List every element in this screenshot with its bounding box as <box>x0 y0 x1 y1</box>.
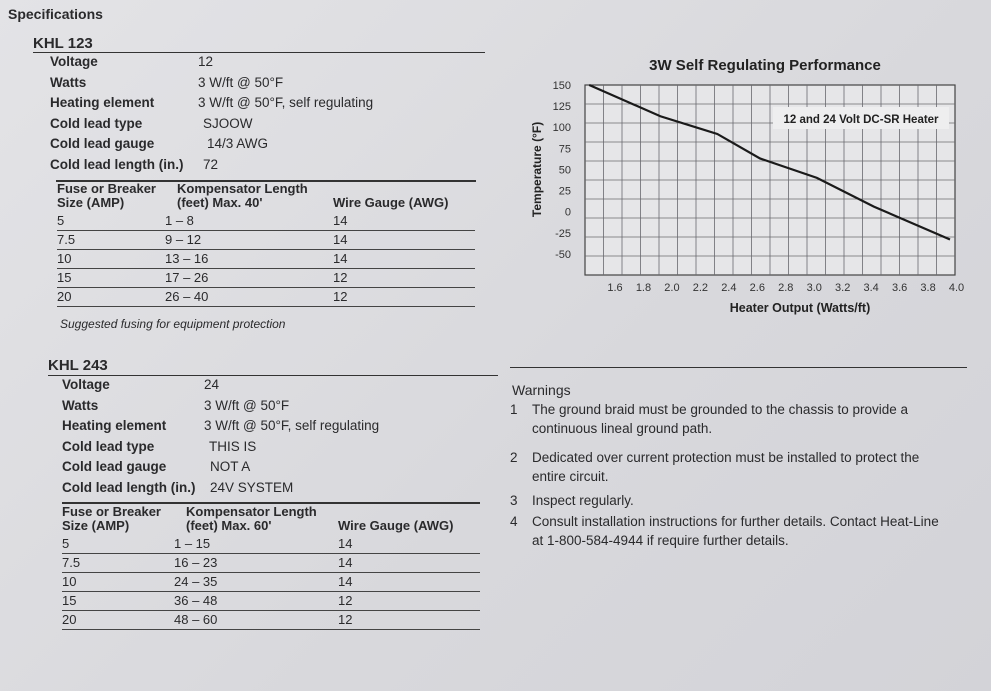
table-cell: 14 <box>333 213 348 228</box>
table-cell: 14 <box>338 536 353 551</box>
spec-value: NOT A <box>210 459 251 474</box>
y-tick-label: 0 <box>564 206 571 219</box>
x-tick-label: 3.4 <box>863 282 879 294</box>
x-tick-label: 2.6 <box>749 282 765 294</box>
table-row <box>62 573 480 592</box>
x-tick-label: 4.0 <box>948 282 965 294</box>
y-tick-label: 25 <box>558 185 571 198</box>
section-title: Specifications <box>8 6 103 22</box>
spec-value: THIS IS <box>209 438 257 454</box>
fuse-table-khl243 <box>62 505 480 640</box>
warning-number: 1 <box>510 402 518 417</box>
table-row <box>62 592 480 611</box>
table-row <box>57 231 475 250</box>
warning-text: The ground braid must be grounded to the chassis to provide a continuous lineal ground path. <box>532 402 908 436</box>
model-rule-khl243 <box>48 375 498 376</box>
table-cell: 5 <box>57 213 65 228</box>
spec-value: 72 <box>203 156 219 172</box>
spec-label: Heating element <box>62 418 167 433</box>
performance-chart <box>515 50 965 330</box>
spec-label: Voltage <box>62 377 110 392</box>
x-tick-label: 3.0 <box>806 282 822 294</box>
table-cell: 26 – 40 <box>165 289 209 304</box>
table-row <box>57 212 475 231</box>
spec-value: 3 W/ft @ 50°F, self regulating <box>198 95 374 110</box>
table-cell: 1 – 15 <box>174 536 211 551</box>
chart-title: 3W Self Regulating Performance <box>649 57 881 74</box>
table-cell: 5 <box>62 536 70 551</box>
x-axis-label: Heater Output (Watts/ft) <box>729 301 871 315</box>
table-row <box>62 535 480 554</box>
table-row <box>57 250 475 269</box>
table-cell: 9 – 12 <box>165 232 202 247</box>
spec-value: 3 W/ft @ 50°F <box>204 397 290 413</box>
table-header-line: Size (AMP) <box>62 518 130 533</box>
table-cell: 15 <box>57 270 72 285</box>
y-tick-label: -25 <box>555 227 571 240</box>
table-row <box>57 269 475 288</box>
y-tick-label: 150 <box>552 80 571 92</box>
x-tick-label: 2.2 <box>692 282 709 294</box>
table-cell: 17 – 26 <box>165 270 209 285</box>
table-header <box>177 182 308 210</box>
spec-value: 14/3 AWG <box>207 136 269 151</box>
table-cell: 48 – 60 <box>174 612 218 627</box>
table-header <box>186 505 317 533</box>
table-cell: 1 – 8 <box>165 213 194 228</box>
model-title-khl123: KHL 123 <box>33 35 93 52</box>
table-cell: 12 <box>338 593 353 608</box>
spec-value: 24V SYSTEM <box>210 479 294 495</box>
table-cell: 15 <box>62 593 77 608</box>
table-cell: 14 <box>338 555 353 570</box>
x-tick-label: 2.4 <box>721 282 737 294</box>
spec-label: Cold lead gauge <box>50 136 155 151</box>
table-header <box>338 519 453 533</box>
spec-value: 12 <box>198 54 214 69</box>
y-tick-label: 75 <box>558 143 571 156</box>
warning-text: Dedicated over current protection must be installed to protect the entire circuit. <box>532 450 920 484</box>
warnings-title: Warnings <box>512 382 571 398</box>
spec-label: Cold lead type <box>62 438 155 454</box>
table-cell: 16 – 23 <box>174 555 218 570</box>
table-cell: 7.5 <box>57 232 76 247</box>
table-cell: 10 <box>57 251 72 266</box>
y-tick-label: 100 <box>552 122 571 135</box>
spec-label: Heating element <box>50 95 155 110</box>
table-header-line: Size (AMP) <box>57 195 125 210</box>
y-tick-label: 125 <box>552 101 571 114</box>
table-header-line: (feet) Max. 60' <box>186 518 272 533</box>
spec-list-khl243 <box>62 377 492 502</box>
warning-number: 2 <box>510 450 518 465</box>
table-header-line: Fuse or Breaker <box>62 504 161 519</box>
warning-text: Consult installation instructions for further details. Contact Heat-Line at 1-800-584-4944 if require further details. <box>532 514 939 548</box>
table-cell: 12 <box>333 289 348 304</box>
x-tick-label: 1.8 <box>635 282 652 294</box>
spec-label: Watts <box>62 397 99 413</box>
spec-label: Watts <box>50 74 87 90</box>
spec-label: Voltage <box>50 54 98 69</box>
warnings-rule <box>510 367 967 368</box>
warning-number: 4 <box>510 514 518 529</box>
x-tick-label: 3.6 <box>891 282 908 294</box>
x-tick-label: 2.0 <box>664 282 680 294</box>
table-header <box>333 196 448 210</box>
spec-label: Cold lead type <box>50 115 143 131</box>
spec-label: Cold lead length (in.) <box>50 156 184 172</box>
table-row <box>62 611 480 630</box>
spec-label: Cold lead length (in.) <box>62 479 196 495</box>
table-header-line: Wire Gauge (AWG) <box>333 195 449 210</box>
table-row <box>62 554 480 573</box>
table-header-line: Fuse or Breaker <box>57 181 156 196</box>
table-header-line: Wire Gauge (AWG) <box>338 518 454 533</box>
table-header-line: Kompensator Length <box>177 181 308 196</box>
table-note: Suggested fusing for equipment protection <box>60 317 286 331</box>
y-axis-label: Temperature (°F) <box>530 121 544 218</box>
table-header <box>57 182 156 210</box>
table-cell: 12 <box>333 270 348 285</box>
table-header-line: (feet) Max. 40' <box>177 195 263 210</box>
y-tick-label: 50 <box>558 164 571 177</box>
table-cell: 12 <box>338 612 353 627</box>
table-header <box>62 505 161 533</box>
x-tick-label: 1.6 <box>607 282 623 294</box>
table-cell: 24 – 35 <box>174 574 218 589</box>
spec-value: 3 W/ft @ 50°F, self regulating <box>204 418 380 433</box>
table-cell: 20 <box>57 289 72 304</box>
x-tick-label: 3.2 <box>835 282 851 294</box>
x-tick-label: 3.8 <box>920 282 936 294</box>
table-cell: 10 <box>62 574 77 589</box>
table-cell: 14 <box>338 574 353 589</box>
warning-text: Inspect regularly. <box>532 493 634 508</box>
fuse-table-khl123 <box>57 182 477 317</box>
legend-label: 12 and 24 Volt DC-SR Heater <box>783 114 939 126</box>
table-cell: 14 <box>333 232 348 247</box>
spec-value: SJOOW <box>203 115 253 131</box>
x-tick-label: 2.8 <box>778 282 794 294</box>
spec-value: 24 <box>204 377 220 392</box>
spec-list-khl123 <box>50 54 480 179</box>
table-header-line: Kompensator Length <box>186 504 317 519</box>
table-cell: 13 – 16 <box>165 251 209 266</box>
spec-label: Cold lead gauge <box>62 459 167 474</box>
spec-value: 3 W/ft @ 50°F <box>198 74 284 90</box>
table-cell: 7.5 <box>62 555 81 570</box>
y-tick-label: -50 <box>555 248 571 261</box>
table-cell: 14 <box>333 251 348 266</box>
table-row <box>57 288 475 307</box>
warning-number: 3 <box>510 493 518 508</box>
table-cell: 36 – 48 <box>174 593 218 608</box>
model-title-khl243: KHL 243 <box>48 357 108 374</box>
model-rule-khl123 <box>33 52 485 53</box>
table-cell: 20 <box>62 612 77 627</box>
